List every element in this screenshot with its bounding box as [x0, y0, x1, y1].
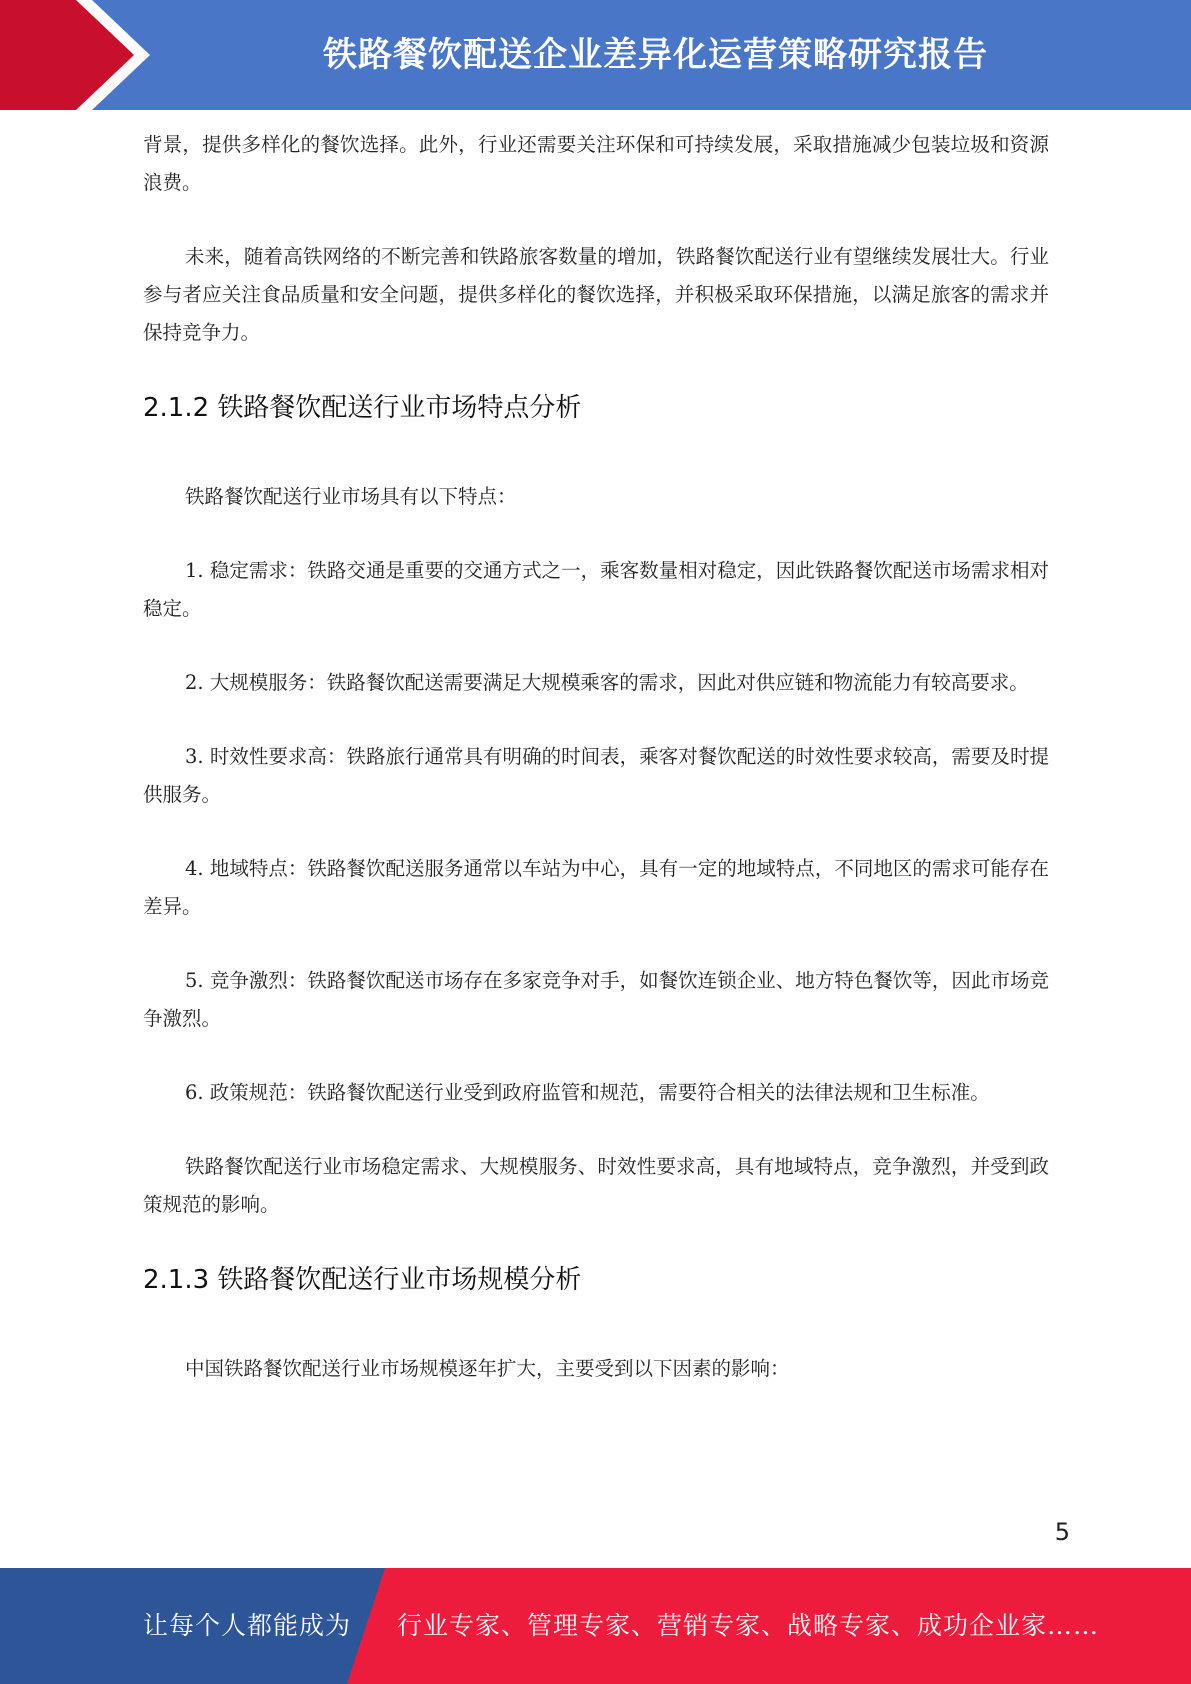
page-footer — [0, 1568, 1191, 1684]
section-heading-2-1-2: 2.1.2 铁路餐饮配送行业市场特点分析 — [143, 393, 582, 423]
list-item: 5. 竞争激烈：铁路餐饮配送市场存在多家竞争对手，如餐饮连锁企业、地方特色餐饮等，因此市场竞争激烈。 — [143, 969, 1049, 1030]
list-item: 6. 政策规范：铁路餐饮配送行业受到政府监管和规范，需要符合相关的法律法规和卫生标准。 — [185, 1081, 990, 1104]
document-body — [143, 126, 1049, 1424]
section-heading-2-1-3: 2.1.3 铁路餐饮配送行业市场规模分析 — [143, 1265, 582, 1295]
footer-slogan-left: 让每个人都能成为 — [143, 1611, 352, 1640]
page-header — [0, 0, 1191, 110]
section-summary: 铁路餐饮配送行业市场稳定需求、大规模服务、时效性要求高，具有地域特点，竞争激烈，并受到政策规范的影响。 — [143, 1155, 1049, 1216]
list-item: 1. 稳定需求：铁路交通是重要的交通方式之一，乘客数量相对稳定，因此铁路餐饮配送市场需求相对稳定。 — [143, 559, 1049, 620]
document-title: 铁路餐饮配送企业差异化运营策略研究报告 — [323, 35, 988, 75]
list-item: 3. 时效性要求高：铁路旅行通常具有明确的时间表，乘客对餐饮配送的时效性要求较高，需要及时提供服务。 — [143, 745, 1049, 806]
page-number: 5 — [1054, 1518, 1070, 1546]
list-item: 2. 大规模服务：铁路餐饮配送需要满足大规模乘客的需求，因此对供应链和物流能力有较高要求。 — [185, 671, 1029, 694]
section-intro: 铁路餐饮配送行业市场具有以下特点： — [185, 485, 517, 508]
footer-slogan-right: 行业专家、管理专家、营销专家、战略专家、成功企业家…… — [397, 1611, 1100, 1640]
paragraph-continued: 背景，提供多样化的餐饮选择。此外，行业还需要关注环保和可持续发展，采取措施减少包装垃圾和资源浪费。 — [143, 133, 1049, 194]
paragraph-future: 未来，随着高铁网络的不断完善和铁路旅客数量的增加，铁路餐饮配送行业有望继续发展壮大。行业参与者应关注食品质量和安全问题，提供多样化的餐饮选择，并积极采取环保措施，以满足旅客的需求并保持竞争力。 — [143, 245, 1049, 344]
list-item: 4. 地域特点：铁路餐饮配送服务通常以车站为中心，具有一定的地域特点，不同地区的需求可能存在差异。 — [143, 857, 1049, 918]
section-intro: 中国铁路餐饮配送行业市场规模逐年扩大，主要受到以下因素的影响： — [185, 1357, 790, 1380]
